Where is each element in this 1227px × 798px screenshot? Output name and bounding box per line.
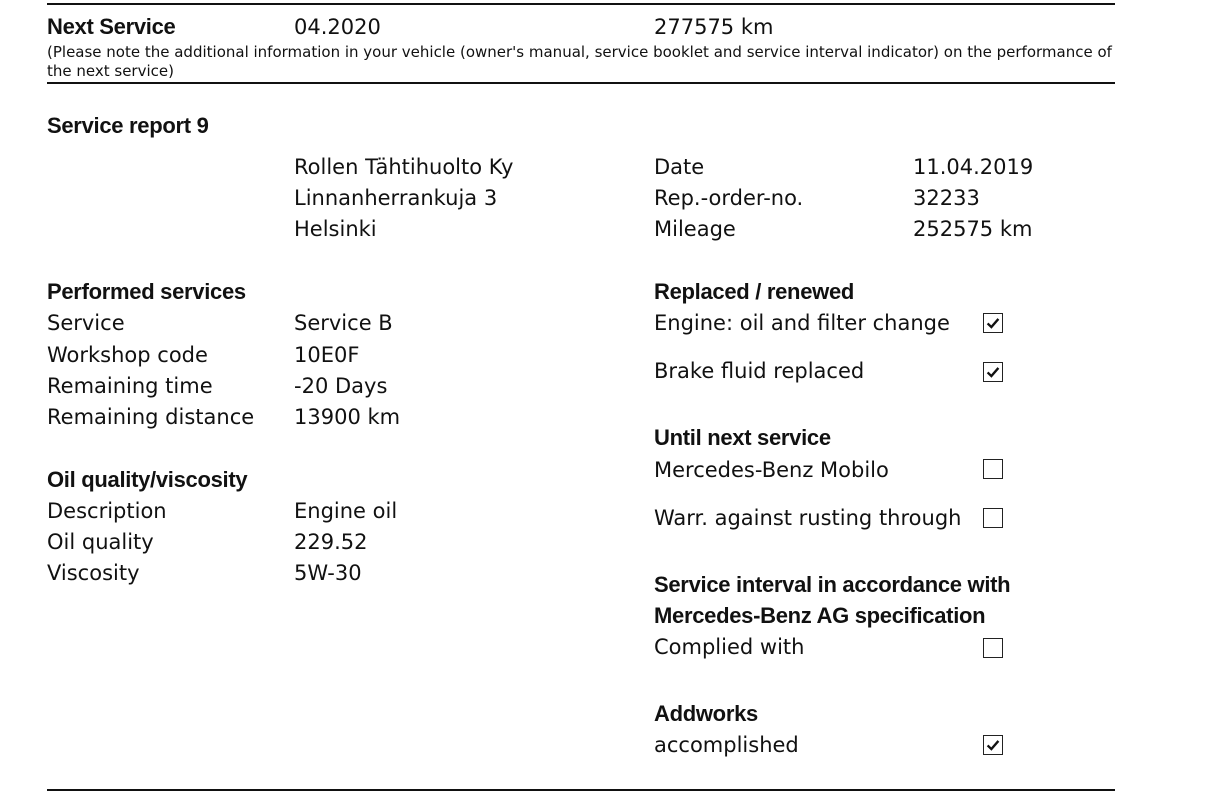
header-divider [47, 82, 1115, 84]
checkmark-icon [984, 736, 1002, 754]
oil-quality-value: 229.52 [294, 530, 368, 554]
next-service-label: Next Service [47, 14, 176, 39]
date-label: Date [654, 155, 705, 179]
remaining-time-label: Remaining time [47, 374, 213, 398]
complied-with-label: Complied with [654, 635, 805, 659]
next-service-date: 04.2020 [294, 15, 381, 39]
oil-heading: Oil quality/viscosity [47, 467, 248, 492]
next-service-note: (Please note the additional information in your vehicle (owner's manual, service booklet and service interval indicator) on the performance of the next service) [47, 43, 1112, 80]
mileage-value: 252575 km [913, 217, 1033, 241]
top-divider [47, 3, 1115, 5]
rust-warranty-label: Warr. against rusting through [654, 506, 962, 530]
report-title: Service report 9 [47, 113, 209, 138]
oil-description-label: Description [47, 499, 167, 523]
until-next-heading: Until next service [654, 425, 831, 450]
checkmark-icon [984, 639, 1002, 657]
service-label: Service [47, 311, 125, 335]
rust-warranty-checkbox[interactable] [983, 508, 1003, 528]
mobilo-label: Mercedes-Benz Mobilo [654, 458, 889, 482]
mileage-label: Mileage [654, 217, 736, 241]
checkmark-icon [984, 314, 1002, 332]
oil-description-value: Engine oil [294, 499, 398, 523]
order-no-label: Rep.-order-no. [654, 186, 804, 210]
accomplished-label: accomplished [654, 733, 799, 757]
interval-heading-line2: Mercedes-Benz AG specification [654, 603, 986, 628]
oil-quality-label: Oil quality [47, 530, 154, 554]
viscosity-label: Viscosity [47, 561, 140, 585]
viscosity-value: 5W-30 [294, 561, 362, 585]
accomplished-checkbox[interactable] [983, 735, 1003, 755]
interval-heading-line1: Service interval in accordance with [654, 572, 1011, 597]
bottom-divider [47, 789, 1115, 791]
checkmark-icon [984, 363, 1002, 381]
checkmark-icon [984, 509, 1002, 527]
next-service-distance: 277575 km [654, 15, 774, 39]
date-value: 11.04.2019 [913, 155, 1034, 179]
mobilo-checkbox[interactable] [983, 459, 1003, 479]
remaining-time-value: -20 Days [294, 374, 388, 398]
workshop-street: Linnanherrankuja 3 [294, 186, 498, 210]
checkmark-icon [984, 460, 1002, 478]
remaining-distance-label: Remaining distance [47, 405, 255, 429]
oil-filter-change-checkbox[interactable] [983, 313, 1003, 333]
workshop-code-label: Workshop code [47, 343, 208, 367]
service-value: Service B [294, 311, 393, 335]
workshop-name: Rollen Tähtihuolto Ky [294, 155, 514, 179]
workshop-code-value: 10E0F [294, 343, 360, 367]
order-no-value: 32233 [913, 186, 980, 210]
oil-filter-change-label: Engine: oil and filter change [654, 311, 950, 335]
brake-fluid-label: Brake fluid replaced [654, 359, 865, 383]
performed-services-heading: Performed services [47, 279, 246, 304]
remaining-distance-value: 13900 km [294, 405, 401, 429]
complied-with-checkbox[interactable] [983, 638, 1003, 658]
replaced-heading: Replaced / renewed [654, 279, 855, 304]
brake-fluid-checkbox[interactable] [983, 362, 1003, 382]
addworks-heading: Addworks [654, 701, 758, 726]
workshop-city: Helsinki [294, 217, 377, 241]
